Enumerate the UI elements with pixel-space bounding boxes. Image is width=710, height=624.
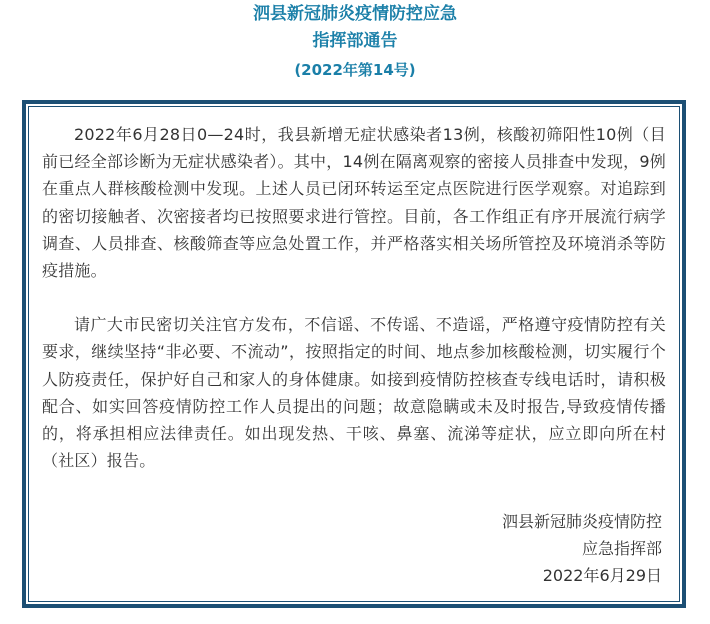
signature-org-line-2: 应急指挥部 — [581, 539, 662, 558]
notice-title-line-2: 指挥部通告 — [312, 31, 398, 51]
notice-title-line-1: 泗县新冠肺炎疫情防控应急 — [253, 4, 457, 24]
notice-signature — [502, 508, 662, 589]
notice-body — [42, 121, 666, 474]
notice-issue-number: (2022年第14号) — [294, 61, 416, 79]
notice-header — [0, 0, 710, 84]
notice-paragraph-situation: 2022年6月28日0—24时，我县新增无症状感染者13例，核酸初筛阳性10例（目前已经全部诊断为无症状感染者）。其中，14例在隔离观察的密接人员排查中发现，9例在重点人群核酸检测中发现。上述人员已闭环转运至定点医院进行医学观察。对追踪到的密切接触者、次密接者均已按照要求进行管控。目前，各工作组正有序开展流行病学调查、人员排查、核酸筛查等应急处置工作，并严格落实相关场所管控及环境消杀等防疫措施。 — [42, 125, 666, 281]
notice-paragraph-public-request: 请广大市民密切关注官方发布，不信谣、不传谣、不造谣，严格遵守疫情防控有关要求，继续坚持“非必要、不流动”，按照指定的时间、地点参加核酸检测，切实履行个人防疫责任，保护好自己和家人的身体健康。如接到疫情防控核查专线电话时，请积极配合、如实回答疫情防控工作人员提出的问题；故意隐瞒或未及时报告,导致疫情传播的，将承担相应法律责任。如出现发热、干咳、鼻塞、流涕等症状，应立即向所在村（社区）报告。 — [42, 315, 666, 471]
signature-org-line-1: 泗县新冠肺炎疫情防控 — [501, 512, 662, 531]
signature-date: 2022年6月29日 — [542, 566, 662, 585]
